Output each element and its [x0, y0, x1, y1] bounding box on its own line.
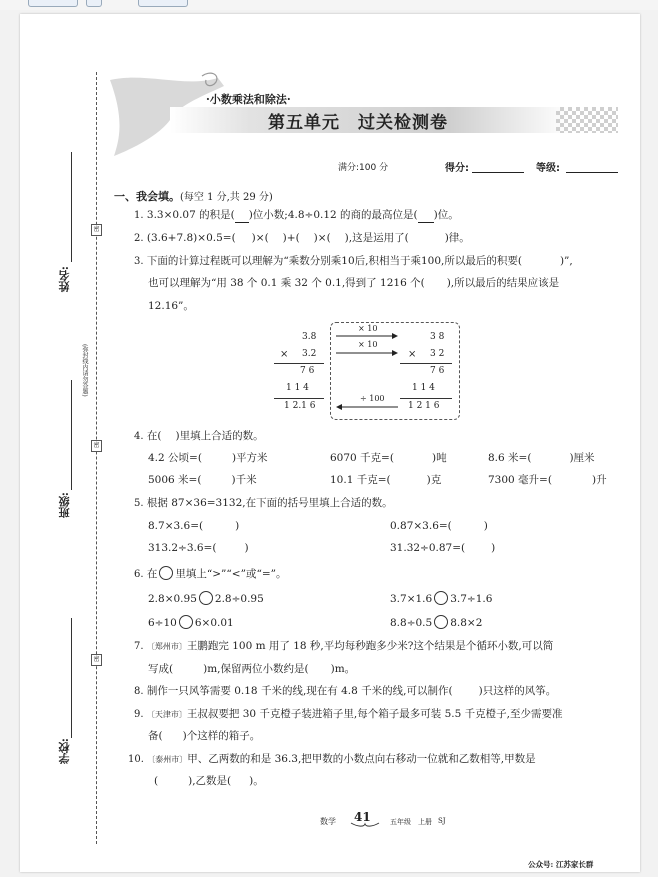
question-9: 9. 〔天津市〕王叔叔要把 30 千克橙子装进箱子里,每个箱子最多可装 5.5 千克橙子,至少需要准: [134, 708, 563, 720]
compare-circle[interactable]: [434, 615, 448, 629]
full-score: 满分:100 分: [338, 163, 389, 173]
seal-mark: 密: [91, 224, 102, 236]
q6-item: 3.7×1.6 3.7÷1.6: [390, 593, 493, 605]
question-3-line-3: 12.16”。: [148, 300, 194, 312]
left-arrow-icon: [336, 404, 398, 410]
region-tag: 〔天津市〕: [146, 710, 187, 719]
question-5: 5. 根据 87×36=3132,在下面的括号里填上合适的数。: [134, 497, 393, 509]
footer-term: 上册: [418, 818, 432, 826]
arrow-label-1: × 10: [358, 324, 378, 333]
compare-circle[interactable]: [434, 591, 448, 605]
class-label: 班级:: [58, 492, 71, 519]
question-9-line-2: 备( )个这样的箱子。: [148, 730, 261, 742]
question-10-line-2: ( ),乙数是( )。: [154, 775, 264, 787]
region-tag: 〔郑州市〕: [146, 642, 187, 651]
name-line: [71, 152, 72, 262]
calc-right-r4: 1 1 4: [412, 383, 435, 393]
compare-circle[interactable]: [179, 615, 193, 629]
calc-left-r5: 1 2.1 6: [284, 401, 316, 411]
q5-item: 8.7×3.6=( ): [148, 520, 240, 532]
question-10: 10. 〔泰州市〕甲、乙两数的和是 36.3,把甲数的小数点向右移动一位就和乙数相等,甲数是: [128, 753, 536, 765]
calc-rule: [274, 363, 324, 364]
page-number: 41: [354, 810, 371, 824]
q4-item: 7300 毫升=( )升: [488, 474, 607, 486]
school-line: [71, 618, 72, 738]
calc-rule: [400, 398, 452, 399]
question-7: 7. 〔郑州市〕王鹏跑完 100 m 用了 18 秒,平均每秒跑多少米?这个结果是个循环小数,可以简: [134, 640, 554, 652]
q4-item: 6070 千克=( )吨: [330, 452, 447, 464]
calc-right-times: ×: [408, 349, 417, 360]
class-line: [71, 380, 72, 490]
toolbar-icon[interactable]: [86, 0, 102, 7]
q6-item: 6÷10 6×0.01: [148, 617, 234, 629]
page-title: 第五单元 过关检测卷: [268, 113, 448, 133]
public-account: 公众号: 江苏家长群: [528, 860, 594, 869]
section-heading: 一、我会填。(每空 1 分,共 29 分): [114, 190, 273, 203]
checker-pattern: [556, 107, 618, 133]
compare-circle[interactable]: [199, 591, 213, 605]
q4-item: 4.2 公顷=( )平方米: [148, 452, 268, 464]
answer-blank[interactable]: [235, 222, 249, 223]
seal-note: (弥封线内请勿答题): [81, 344, 88, 397]
seal-mark: 密: [91, 654, 102, 666]
score-label: 得分:: [445, 163, 469, 174]
school-label: 学校:: [58, 738, 71, 765]
calc-right-r2: 3 2: [430, 349, 445, 359]
q6-item: 8.8÷0.5 8.8×2: [390, 617, 483, 629]
footer-grade: 五年级: [390, 818, 411, 826]
answer-blank[interactable]: [418, 222, 434, 223]
question-3: 3. 下面的计算过程既可以理解为“乘数分别乘10后,积相当于乘100,所以最后的积要( )”,: [134, 255, 573, 267]
calc-left-r3: 7 6: [300, 366, 315, 376]
section-note: (每空 1 分,共 29 分): [180, 192, 273, 203]
calc-left-r4: 1 1 4: [286, 383, 309, 393]
calc-right-r1: 3 8: [430, 332, 445, 342]
footer-subject: 数学: [320, 817, 336, 826]
calc-left-times: ×: [280, 349, 289, 360]
toolbar-tab[interactable]: [28, 0, 78, 7]
viewer-toolbar: [0, 0, 658, 10]
seal-mark: 密: [91, 440, 102, 452]
question-4: 4. 在( )里填上合适的数。: [134, 430, 264, 442]
calc-left-r2: 3.2: [302, 349, 317, 359]
calc-right-r3: 7 6: [430, 366, 445, 376]
question-7-line-2: 写成( )m,保留两位小数约是( )m。: [148, 663, 356, 675]
document-page: [20, 14, 640, 872]
question-6: 6. 在 里填上“>”“<”或“=”。: [134, 568, 287, 580]
book-icon: [350, 822, 380, 828]
calc-rule: [400, 363, 452, 364]
q5-item: 31.32÷0.87=( ): [390, 542, 496, 554]
q5-item: 313.2÷3.6=( ): [148, 542, 249, 554]
q4-item: 10.1 千克=( )克: [330, 474, 442, 486]
question-8: 8. 制作一只风筝需要 0.18 千米的线,现在有 4.8 千米的线,可以制作( )只这样的风筝。: [134, 685, 557, 697]
question-1: 1. 3.3×0.07 的积是( )位小数;4.8÷0.12 的商的最高位是( )位。: [134, 209, 459, 221]
toolbar-tab[interactable]: [138, 0, 188, 7]
binding-dashed-line: [96, 72, 97, 844]
region-tag: 〔泰州市〕: [147, 755, 188, 764]
grade-field[interactable]: [566, 172, 618, 173]
score-field[interactable]: [472, 172, 524, 173]
calc-rule: [274, 398, 324, 399]
q5-item: 0.87×3.6=( ): [390, 520, 488, 532]
q4-item: 8.6 米=( )厘米: [488, 452, 595, 464]
arrow-label-3: ÷ 100: [360, 394, 385, 403]
q6-item: 2.8×0.95 2.8÷0.95: [148, 593, 264, 605]
question-2: 2. (3.6+7.8)×0.5=( )×( )+( )×( ),这是运用了( )律。: [134, 232, 470, 244]
question-3-line-2: 也可以理解为“用 38 个 0.1 乘 32 个 0.1,得到了 1216 个( ),所以最后的结果应该是: [148, 277, 560, 289]
unit-subtitle: ·小数乘法和除法·: [206, 93, 291, 106]
footer-edition: SJ: [438, 817, 446, 825]
name-label: 姓名:: [58, 266, 71, 293]
q4-item: 5006 米=( )千米: [148, 474, 257, 486]
grade-label: 等级:: [536, 163, 560, 174]
arrow-label-2: × 10: [358, 340, 378, 349]
right-arrow-icon: [336, 350, 398, 356]
calc-left-r1: 3.8: [302, 332, 317, 342]
compare-circle-icon: [159, 566, 173, 580]
calc-right-r5: 1 2 1 6: [408, 401, 440, 411]
right-arrow-icon: [336, 333, 398, 339]
